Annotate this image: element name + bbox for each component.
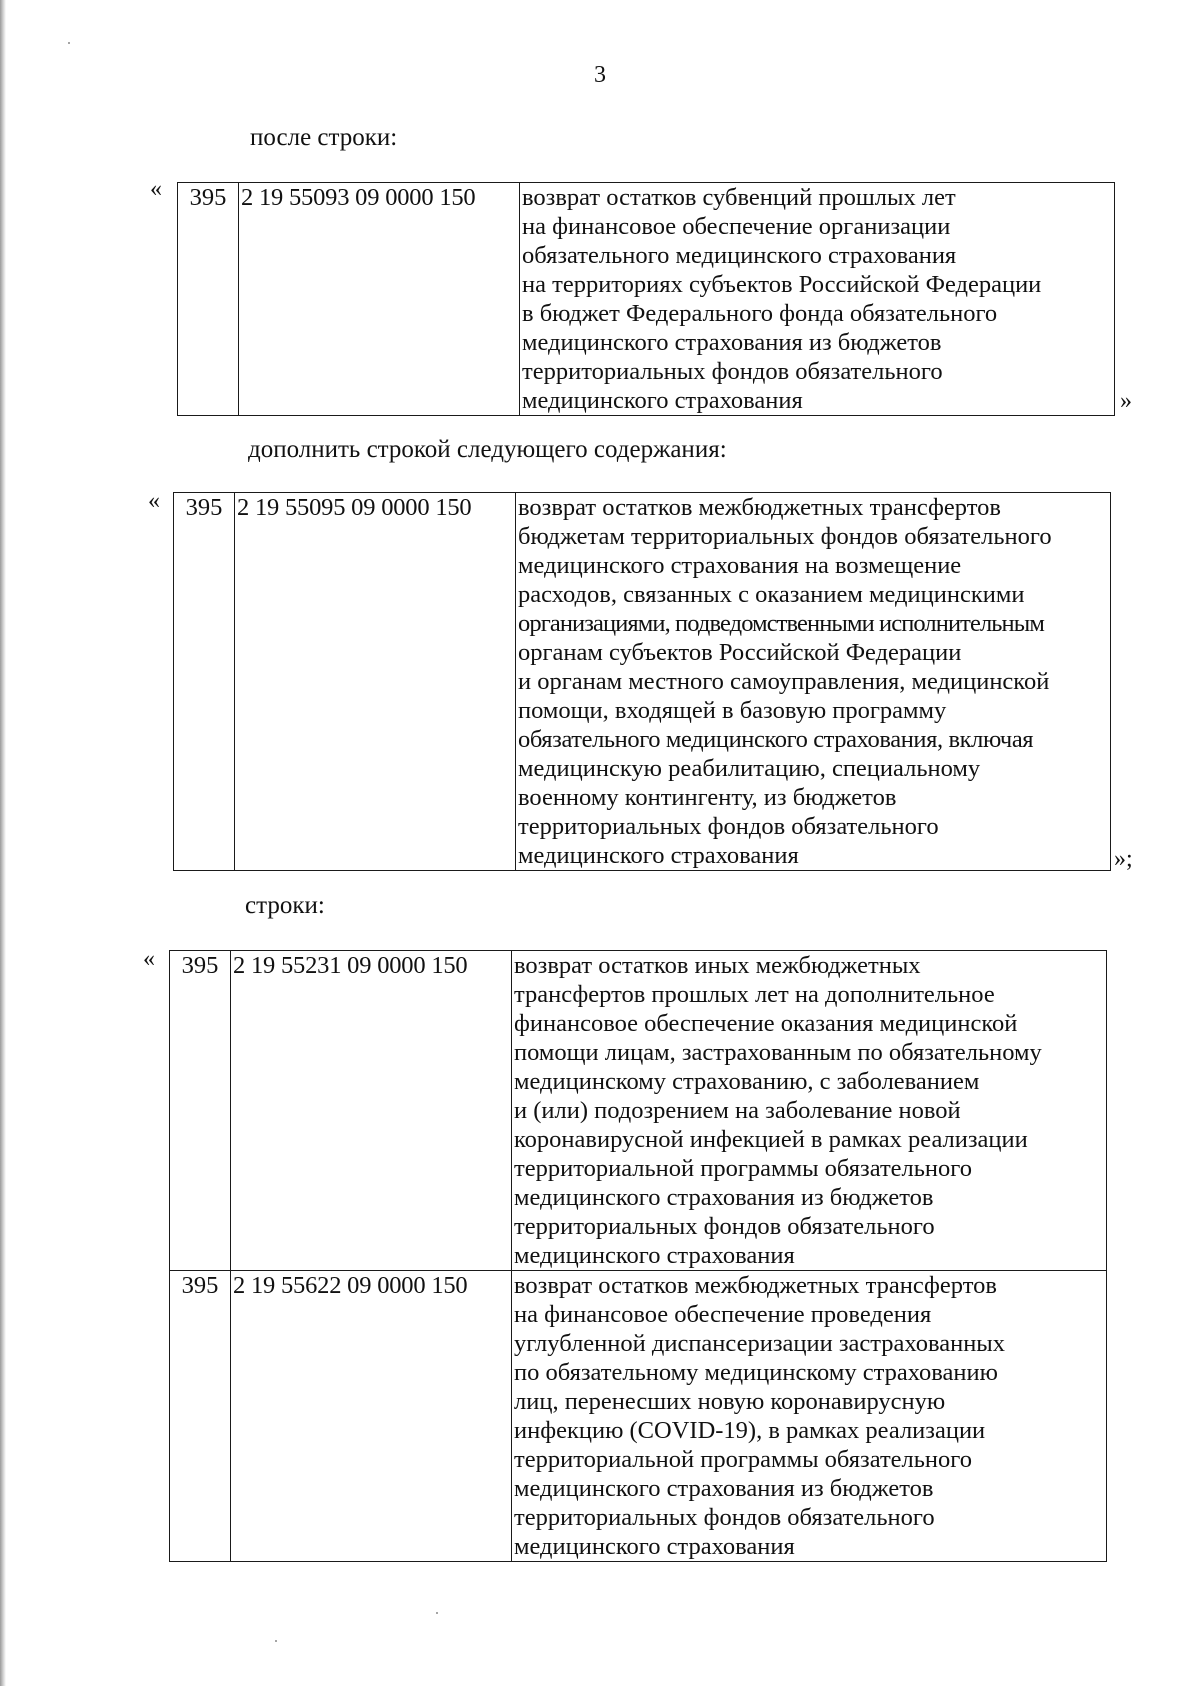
description-cell <box>516 493 1111 871</box>
description-line: бюджетам территориальных фондов обязательного <box>518 523 1052 550</box>
admin-code-cell: 395 <box>170 951 231 1271</box>
description-line: лиц, перенесших новую коронавирусную <box>514 1388 946 1415</box>
table-row <box>174 493 1111 871</box>
section-1-open-quote: « <box>150 176 162 202</box>
scan-speck <box>68 42 70 44</box>
description-line: и (или) подозрением на заболевание новой <box>514 1097 961 1124</box>
scan-speck <box>275 1640 277 1642</box>
description-cell <box>512 951 1107 1271</box>
description-line: военному контингенту, из бюджетов <box>518 784 897 811</box>
section-3-open-quote: « <box>143 946 155 972</box>
table-row <box>170 951 1107 1271</box>
description-line: территориальной программы обязательного <box>514 1446 972 1473</box>
description-line: обязательного медицинского страхования, включая <box>518 726 1034 753</box>
description-line: и органам местного самоуправления, медицинской <box>518 668 1050 695</box>
description-line: трансфертов прошлых лет на дополнительное <box>514 981 995 1008</box>
budget-code-cell: 2 19 55231 09 0000 150 <box>231 951 512 1271</box>
description-line: помощи, входящей в базовую программу <box>518 697 947 724</box>
description-line: возврат остатков иных межбюджетных <box>514 952 921 979</box>
description-line: медицинского страхования <box>514 1242 795 1269</box>
section-1-close-quote: » <box>1120 388 1132 414</box>
description-line: инфекцию (COVID-19), в рамках реализации <box>514 1417 986 1444</box>
description-line: медицинского страхования из бюджетов <box>514 1475 934 1502</box>
description-line: медицинскую реабилитацию, специальному <box>518 755 981 782</box>
table-row <box>178 183 1115 416</box>
page-number: 3 <box>594 62 606 88</box>
section-2-table <box>173 492 1111 871</box>
section-2-open-quote: « <box>148 488 160 514</box>
description-line: возврат остатков межбюджетных трансфертов <box>514 1272 997 1299</box>
description-line: территориальной программы обязательного <box>514 1155 972 1182</box>
description-line: в бюджет Федерального фонда обязательного <box>522 300 998 327</box>
section-3-table <box>169 950 1107 1562</box>
description-line: медицинского страхования из бюджетов <box>522 329 942 356</box>
budget-code-cell: 2 19 55095 09 0000 150 <box>235 493 516 871</box>
scan-speck <box>436 1612 438 1614</box>
description-line: по обязательному медицинскому страхованию <box>514 1359 998 1386</box>
section-1-table <box>177 182 1115 416</box>
description-line: финансовое обеспечение оказания медицинской <box>514 1010 1018 1037</box>
description-line: организациями, подведомственными исполнительным <box>518 610 1044 637</box>
description-line: возврат остатков субвенций прошлых лет <box>522 184 956 211</box>
scan-edge-shadow <box>0 0 6 1686</box>
description-line: возврат остатков межбюджетных трансфертов <box>518 494 1001 521</box>
budget-code-cell: 2 19 55093 09 0000 150 <box>239 183 520 416</box>
budget-code-cell: 2 19 55622 09 0000 150 <box>231 1271 512 1562</box>
admin-code-cell: 395 <box>178 183 239 416</box>
section-3-intro: строки: <box>245 892 325 919</box>
section-1-intro: после строки: <box>250 124 398 151</box>
section-2-intro: дополнить строкой следующего содержания: <box>248 436 727 463</box>
description-cell <box>512 1271 1107 1562</box>
description-line: медицинского страхования на возмещение <box>518 552 962 579</box>
description-line: территориальных фондов обязательного <box>518 813 939 840</box>
description-line: на финансовое обеспечение организации <box>522 213 951 240</box>
section-2-close-quote: »; <box>1114 846 1133 872</box>
description-cell <box>520 183 1115 416</box>
description-line: на финансовое обеспечение проведения <box>514 1301 932 1328</box>
description-line: медицинского страхования <box>518 842 799 869</box>
description-line: расходов, связанных с оказанием медицинскими <box>518 581 1025 608</box>
description-line: углубленной диспансеризации застрахованных <box>514 1330 1006 1357</box>
table-row <box>170 1271 1107 1562</box>
description-line: на территориях субъектов Российской Федерации <box>522 271 1042 298</box>
description-line: медицинского страхования <box>514 1533 795 1560</box>
admin-code-cell: 395 <box>170 1271 231 1562</box>
description-line: коронавирусной инфекцией в рамках реализации <box>514 1126 1028 1153</box>
description-line: территориальных фондов обязательного <box>514 1213 935 1240</box>
description-line: обязательного медицинского страхования <box>522 242 957 269</box>
description-line: медицинского страхования из бюджетов <box>514 1184 934 1211</box>
description-line: медицинскому страхованию, с заболеванием <box>514 1068 980 1095</box>
description-line: территориальных фондов обязательного <box>522 358 943 385</box>
description-line: территориальных фондов обязательного <box>514 1504 935 1531</box>
description-line: медицинского страхования <box>522 387 803 414</box>
description-line: помощи лицам, застрахованным по обязательному <box>514 1039 1042 1066</box>
description-line: органам субъектов Российской Федерации <box>518 639 962 666</box>
admin-code-cell: 395 <box>174 493 235 871</box>
